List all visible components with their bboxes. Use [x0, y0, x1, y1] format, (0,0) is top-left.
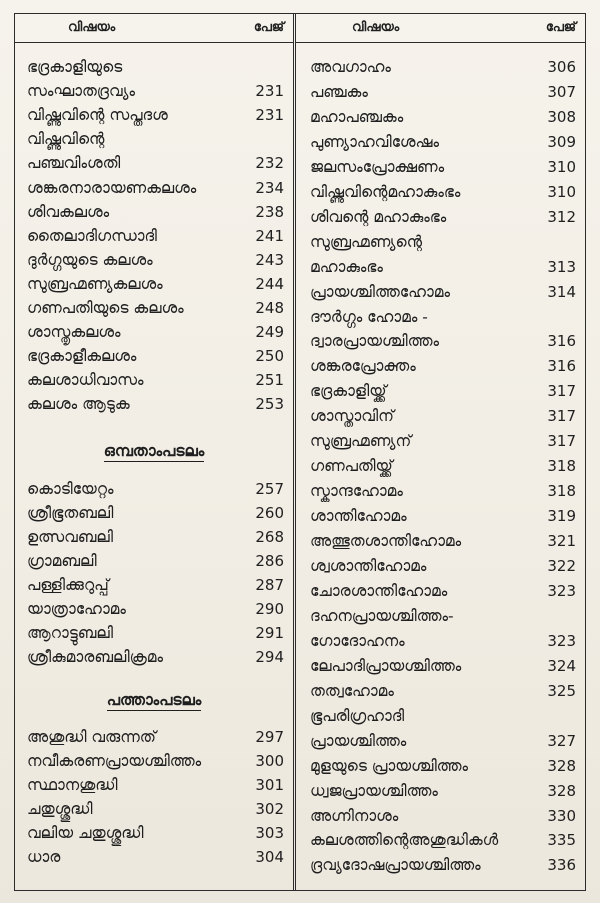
toc-entry-title: ഭൂപരിഗ്രഹാദി	[310, 706, 405, 725]
toc-entry-title: വിഷ്ണുവിന്റെ സപ്തദശ	[27, 106, 168, 125]
toc-entry-page: 232	[255, 154, 284, 173]
section-heading-text: പത്താംപടലം	[106, 690, 202, 709]
toc-entry	[296, 754, 586, 778]
toc-entry	[296, 654, 586, 678]
toc-entry-page: 253	[255, 395, 284, 414]
toc-entry-page: 317	[547, 432, 576, 451]
toc-entry-title: ശങ്കരപ്രോക്തം	[310, 357, 416, 376]
toc-entry-page: 307	[547, 82, 576, 101]
toc-entry-title: തത്വഹോമം	[310, 681, 394, 700]
toc-entry-title: മഹാകുംഭം	[310, 257, 383, 276]
toc-entry-page: 318	[547, 482, 576, 501]
toc-entry	[296, 55, 586, 79]
toc-entry	[296, 579, 586, 603]
toc-entry-page: 323	[547, 631, 576, 650]
toc-entry-page: 312	[547, 207, 576, 226]
toc-entry	[14, 55, 294, 79]
toc-entry-title: ആറാട്ടുബലി	[27, 624, 114, 643]
toc-entry-title: ഉത്സവബലി	[27, 527, 114, 546]
toc-entry	[296, 529, 586, 553]
toc-entry-title: ശ്വശാന്തിഹോമം	[310, 557, 427, 575]
toc-entry-title: ദ്രവ്യദോഷപ്രായശ്ചിത്തം	[310, 856, 481, 875]
toc-entry-title: ഭദ്രകാളീകലശം	[27, 347, 137, 366]
toc-entry-page: 241	[255, 226, 284, 245]
toc-entry-page: 313	[547, 257, 576, 276]
subject-header: വിഷയം	[68, 20, 116, 35]
toc-entry	[14, 320, 294, 344]
toc-entry-title: പള്ളിക്കുറുപ്പ്	[27, 576, 109, 595]
toc-entry	[296, 205, 586, 229]
toc-entry	[296, 255, 586, 279]
toc-entry	[296, 429, 586, 453]
toc-entry-page: 257	[255, 479, 284, 498]
toc-entry-page: 328	[547, 756, 576, 775]
toc-entry	[296, 504, 586, 528]
toc-entry-title: ഭദ്രകാളിയ്ക്ക്	[310, 382, 387, 401]
section-heading	[14, 439, 294, 463]
toc-entry-page: 251	[255, 371, 284, 390]
toc-entry-title: സുബ്രഹ്മണ്യകലശം	[27, 274, 163, 293]
toc-entry	[296, 804, 586, 828]
toc-entry	[14, 501, 294, 525]
toc-entry	[14, 248, 294, 272]
toc-entry-title: ലേപാദിപ്രായശ്ചിത്തം	[310, 656, 462, 675]
toc-entry-title: അവഗാഹം	[310, 58, 391, 76]
toc-entry-page: 231	[255, 106, 284, 125]
toc-entry	[296, 604, 586, 628]
toc-entry-page: 250	[255, 347, 284, 366]
toc-entry-page: 300	[255, 752, 284, 771]
toc-entry-title: പുണ്യാഹവിശേഷം	[310, 132, 440, 151]
toc-entry	[14, 151, 294, 175]
toc-entry-page: 328	[547, 781, 576, 800]
toc-entry-title: ധാര	[27, 848, 61, 867]
toc-entry-title: വിഷ്ണുവിന്റെ	[27, 130, 105, 149]
toc-entry-page: 303	[255, 824, 284, 843]
toc-entry	[296, 80, 586, 104]
toc-entry-title: ശ്രീഭൂതബലി	[27, 503, 114, 522]
toc-entry-page: 319	[547, 507, 576, 526]
toc-entry	[296, 704, 586, 728]
toc-entry-title: നവീകരണപ്രായശ്ചിത്തം	[27, 752, 202, 771]
toc-entry	[14, 79, 294, 103]
subject-header: വിഷയം	[352, 20, 400, 35]
toc-entry-title: വിഷ്ണുവിന്റെമഹാകുംഭം	[310, 182, 461, 201]
toc-entry	[14, 525, 294, 549]
toc-entry	[14, 296, 294, 320]
toc-entry	[14, 749, 294, 773]
toc-entry	[14, 477, 294, 501]
toc-entry	[296, 629, 586, 653]
toc-entry-page: 327	[547, 731, 576, 750]
toc-entry	[296, 379, 586, 403]
toc-entry-title: ഗോദോഹനം	[310, 631, 405, 650]
toc-entry-title: ദ്വാരപ്രായശ്ചിത്തം	[310, 332, 439, 351]
toc-entry-title: അഗ്നിനാശം	[310, 806, 399, 825]
toc-entry	[14, 224, 294, 248]
toc-entry-title: സ്ഥാനശുദ്ധി	[27, 776, 118, 795]
toc-entry-title: ശാസ്താവിന്	[310, 407, 394, 426]
toc-entry-page: 330	[547, 806, 576, 825]
toc-entry	[14, 272, 294, 296]
toc-entry	[14, 549, 294, 573]
toc-entry-title: പഞ്ചകം	[310, 82, 368, 101]
toc-entry-title: ദഹനപ്രായശ്ചിത്തം-	[310, 606, 454, 625]
toc-entry-page: 244	[255, 274, 284, 293]
toc-entry	[296, 454, 586, 478]
toc-entry-page: 297	[255, 727, 284, 746]
toc-entry	[14, 773, 294, 797]
toc-entry-page: 336	[547, 856, 576, 875]
section-heading-text: ഒമ്പതാംപടലം	[103, 442, 205, 461]
toc-entry-page: 248	[255, 299, 284, 317]
toc-entry-title: ശാന്തിഹോമം	[310, 507, 407, 526]
toc-entry-page: 306	[547, 58, 576, 76]
toc-entry-title: സംഘാതദ്രവ്യം	[27, 82, 135, 101]
page-header: പേജ്	[545, 20, 576, 35]
toc-entry-title: സുബ്രഹ്മണ്യന്റെ	[310, 232, 422, 251]
toc-entry	[296, 105, 586, 129]
toc-entry-page: 301	[255, 776, 284, 795]
toc-entry-title: ശ്രീകുമാരബലിക്രമം	[27, 648, 164, 667]
toc-entry-title: ദൗർഗ്ഗം ഹോമം -	[310, 307, 428, 326]
toc-entry-title: ചതുശ്ശുദ്ധി	[27, 800, 93, 819]
toc-entry-title: വലിയ ചതുശ്ശുദ്ധി	[27, 824, 144, 843]
toc-entry	[14, 725, 294, 749]
toc-entry-title: ശിവന്റെ മഹാകുംഭം	[310, 207, 447, 226]
page-header: പേജ്	[253, 20, 284, 35]
toc-entry	[14, 103, 294, 127]
toc-entry-page: 286	[255, 552, 284, 571]
toc-entry-page: 335	[547, 831, 576, 850]
toc-entry-page: 238	[255, 202, 284, 221]
toc-entry-page: 323	[547, 581, 576, 600]
toc-entry-page: 310	[547, 182, 576, 201]
toc-entry-page: 302	[255, 800, 284, 819]
toc-entry-page: 260	[255, 503, 284, 522]
toc-entry-title: ജലസംപ്രോക്ഷണം	[310, 157, 445, 176]
toc-entry	[296, 828, 586, 852]
toc-entry-title: പ്രായശ്ചിത്തം	[310, 731, 407, 750]
toc-entry-page: 318	[547, 457, 576, 476]
toc-entry-title: യാത്രാഹോമം	[27, 600, 126, 619]
toc-entry-title: ശങ്കരനാരായണകലശം	[27, 178, 197, 197]
toc-entry-page: 310	[547, 157, 576, 176]
toc-entry-title: പ്രായശ്ചിത്തഹോമം	[310, 282, 450, 301]
toc-entry-page: 268	[255, 527, 284, 546]
toc-entry-title: അത്ഭുതശാന്തിഹോമം	[310, 532, 462, 551]
toc-entry	[14, 200, 294, 224]
toc-entry	[296, 679, 586, 703]
toc-entry	[14, 573, 294, 597]
toc-entry-title: മഹാപഞ്ചകം	[310, 107, 404, 126]
toc-entry-title: ഭദ്രകാളിയുടെ	[27, 58, 123, 76]
toc-entry	[14, 621, 294, 645]
toc-entry	[14, 597, 294, 621]
toc-entry-page: 325	[547, 681, 576, 700]
toc-entry-title: സ്കാന്ദഹോമം	[310, 482, 403, 501]
toc-entry-page: 291	[255, 624, 284, 643]
right-column	[296, 13, 586, 891]
toc-entry-page: 316	[547, 332, 576, 351]
toc-entry	[14, 392, 294, 416]
toc-entry	[296, 729, 586, 753]
toc-entry	[14, 797, 294, 821]
toc-entry	[296, 230, 586, 254]
toc-entry-page: 314	[547, 282, 576, 301]
toc-entry-page: 304	[255, 848, 284, 867]
toc-entry	[296, 554, 586, 578]
toc-entry	[14, 821, 294, 845]
toc-entry-title: ചോരശാന്തിഹോമം	[310, 581, 448, 600]
toc-entry-page: 309	[547, 132, 576, 151]
toc-entry-title: സുബ്രഹ്മണ്യന്	[310, 432, 412, 451]
toc-entry	[14, 176, 294, 200]
toc-entry-title: ഗ്രാമബലി	[27, 552, 97, 571]
toc-entry-title: കലശം ആടുക	[27, 395, 130, 414]
toc-entry	[296, 130, 586, 154]
toc-entry	[296, 853, 586, 877]
toc-entry-page: 249	[255, 323, 284, 342]
toc-entry-page: 290	[255, 600, 284, 619]
toc-entry	[296, 305, 586, 329]
toc-entry-title: കൊടിയേറ്റം	[27, 479, 114, 498]
toc-entry	[296, 155, 586, 179]
toc-entry	[296, 779, 586, 803]
toc-entry	[14, 127, 294, 151]
toc-entry-page: 243	[255, 250, 284, 269]
toc-entry-page: 317	[547, 407, 576, 426]
toc-entry-page: 324	[547, 656, 576, 675]
right-header	[296, 13, 586, 43]
left-column	[14, 13, 294, 891]
toc-entry	[296, 329, 586, 353]
toc-entry-title: ഗണപതിയുടെ കലശം	[27, 299, 184, 317]
toc-entry-page: 322	[547, 557, 576, 575]
toc-entry-title: കലശാധിവാസം	[27, 371, 144, 390]
toc-entry-title: ശാസ്തൃകലശം	[27, 323, 121, 342]
toc-entry-page: 308	[547, 107, 576, 126]
toc-entry-title: ദുർഗ്ഗയുടെ കലശം	[27, 250, 153, 269]
toc-entry-title: തൈലാദിഗന്ധാദി	[27, 226, 157, 245]
toc-entry-title: ശിവകലശം	[27, 202, 110, 221]
toc-entry-title: അശുദ്ധി വരുന്നത്	[27, 727, 156, 746]
toc-entry	[296, 354, 586, 378]
toc-entry	[14, 645, 294, 669]
left-header	[14, 13, 294, 43]
toc-entry-page: 316	[547, 357, 576, 376]
toc-entry-title: ഗണപതിയ്ക്ക്	[310, 457, 393, 476]
toc-entry	[296, 479, 586, 503]
toc-entry	[14, 368, 294, 392]
toc-entry-title: കലശത്തിന്റെഅശുദ്ധികൾ	[310, 831, 499, 850]
toc-entry-title: പഞ്ചവിംശതി	[27, 154, 121, 173]
toc-entry-title: മുളയുടെ പ്രായശ്ചിത്തം	[310, 756, 469, 775]
toc-entry	[296, 404, 586, 428]
toc-entry	[296, 180, 586, 204]
toc-entry	[296, 280, 586, 304]
toc-entry-page: 234	[255, 178, 284, 197]
toc-entry-page: 231	[255, 82, 284, 101]
toc-entry-title: ധ്വജപ്രായശ്ചിത്തം	[310, 781, 438, 800]
toc-entry-page: 287	[255, 576, 284, 595]
toc-entry-page: 317	[547, 382, 576, 401]
toc-entry-page: 321	[547, 532, 576, 551]
toc-entry	[14, 845, 294, 869]
toc-entry	[14, 344, 294, 368]
section-heading	[14, 688, 294, 712]
toc-entry-page: 294	[255, 648, 284, 667]
